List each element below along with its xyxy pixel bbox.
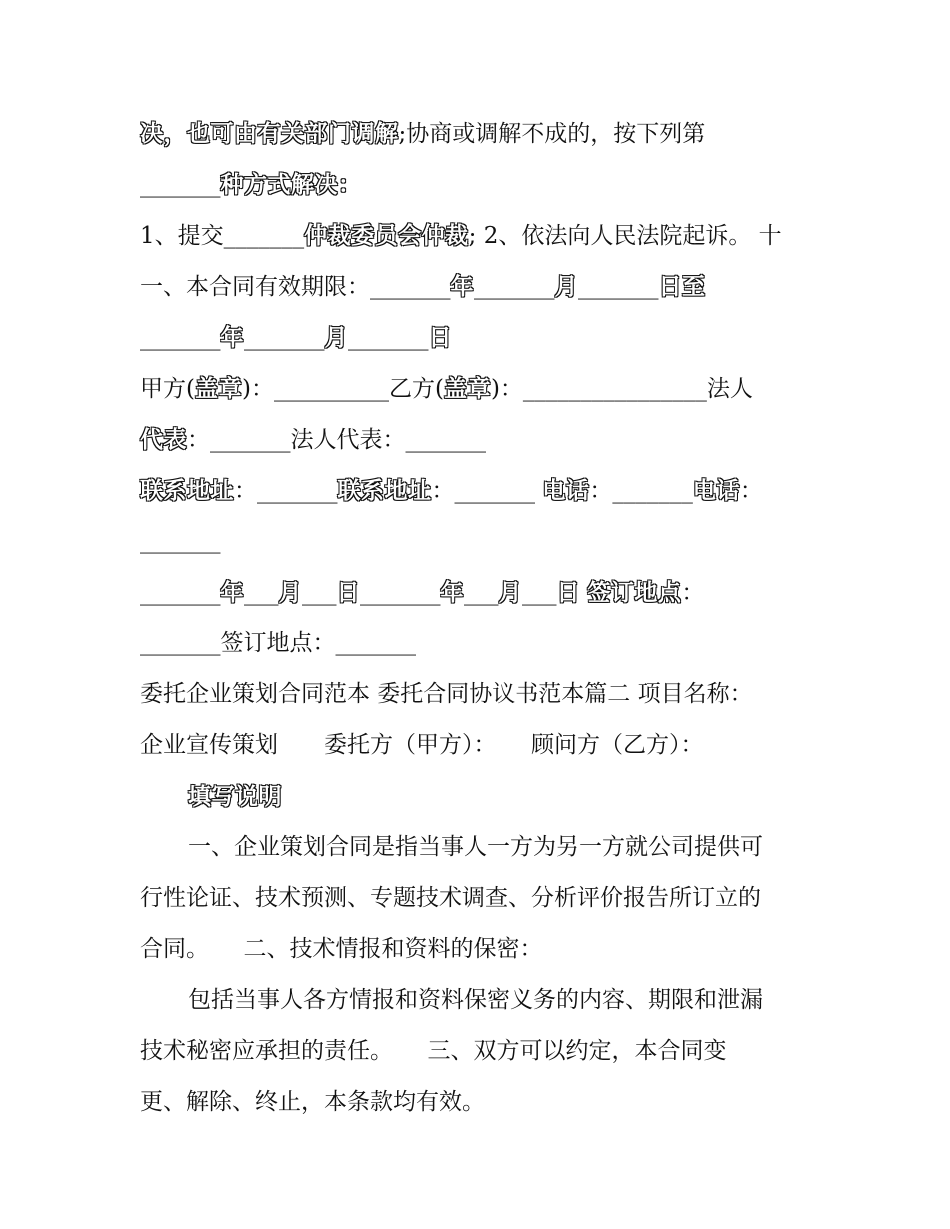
outlined-text-segment: 填写说明 [188,783,282,810]
text-segment: ___ [244,580,279,606]
text-line [140,363,820,414]
text-line [140,873,820,924]
text-segment: _______签订地点：_______ [140,630,416,656]
text-segment: ：_______法人代表：_______ [187,427,486,453]
text-segment: 甲方( [140,376,195,402]
text-line [140,924,820,975]
text-segment: _______ [140,325,221,351]
text-segment: 包括当事人各方情报和资料保密义务的内容、期限和泄漏 [188,987,763,1013]
text-segment: )：________________法人 [490,376,753,402]
text-line [140,567,820,618]
outlined-text-segment: 日至 [658,273,706,300]
outlined-text-segment: 日 [336,579,360,606]
text-segment: ___ [464,580,499,606]
text-line [140,465,820,516]
text-line [140,720,820,771]
text-line [140,618,820,669]
text-segment: _______ [140,528,221,554]
text-segment: _______ [578,274,659,300]
text-line [140,516,820,567]
text-segment: 1、提交_______ [140,223,305,249]
outlined-text-segment: 月 [554,273,578,300]
text-segment: 企业宣传策划 委托方（甲方）： 顾问方（乙方）： [140,732,704,758]
outlined-text-segment: 年 [440,579,464,606]
outlined-text-segment: 联系地址 [140,477,234,504]
text-segment: ： [739,478,763,504]
text-segment: _______ [140,580,221,606]
text-segment: 更、解除、终止，本条款均有效。 [140,1089,485,1115]
text-segment: ___ [522,580,557,606]
outlined-text-segment: 盖章 [443,375,491,402]
text-line [140,669,820,720]
text-line [140,159,820,210]
text-segment: 一、企业策划合同是指当事人一方为另一方就公司提供可 [188,834,763,860]
outlined-text-segment: 年 [220,324,244,351]
text-segment: 合同。 二、技术情报和资料的保密： [140,936,543,962]
outlined-text-segment: 月 [278,579,302,606]
text-line [140,210,820,261]
outlined-text-segment: 仲裁委员会仲裁 [304,222,469,249]
outlined-text-segment: 联系地址 [337,477,432,504]
outlined-text-segment: 决，也可由有关部门调解 [140,120,399,147]
text-segment: 行性论证、技术预测、专题技术调查、分析评价报告所订立的 [140,885,761,911]
outlined-text-segment: 电话 [692,477,740,504]
text-line [140,1077,820,1128]
text-line [140,975,820,1026]
text-segment: _______ [348,325,429,351]
text-segment: 技术秘密应承担的责任。 三、双方可以约定，本合同变 [140,1038,727,1064]
outlined-text-segment: 种方式解决： [220,171,362,198]
text-segment: ;协商或调解不成的，按下列第 [398,121,706,147]
text-segment: ：_______ [234,478,338,504]
text-segment: 一、本合同有效期限：_______ [140,274,451,300]
document-page [140,108,820,1128]
outlined-text-segment: 签订地点 [587,579,682,606]
text-segment: _______ [474,274,555,300]
text-segment: ： [681,580,705,606]
outlined-text-segment: 日 [428,324,452,351]
text-segment: ：_______ [431,478,543,504]
text-line [140,312,820,363]
text-segment: ; 2、依法向人民法院起诉。 十 [468,223,782,249]
text-line [140,771,820,822]
text-line [140,414,820,465]
outlined-text-segment: 月 [324,324,348,351]
text-line [140,261,820,312]
text-line [140,822,820,873]
outlined-text-segment: 电话 [542,477,590,504]
text-segment: _______ [244,325,325,351]
text-segment: )：__________乙方( [241,376,444,402]
text-segment: ___ [302,580,337,606]
text-segment: 委托企业策划合同范本 委托合同协议书范本篇二 项目名称： [140,681,753,707]
outlined-text-segment: 年 [450,273,474,300]
outlined-text-segment: 代表 [140,426,187,453]
outlined-text-segment: 日 [556,579,580,606]
outlined-text-segment: 年 [220,579,244,606]
text-segment: _______ [140,172,221,198]
text-line [140,1026,820,1077]
text-segment: ：_______ [589,478,693,504]
outlined-text-segment: 月 [498,579,522,606]
outlined-text-segment: 盖章 [194,375,242,402]
text-segment: _______ [360,580,441,606]
text-line [140,108,820,159]
